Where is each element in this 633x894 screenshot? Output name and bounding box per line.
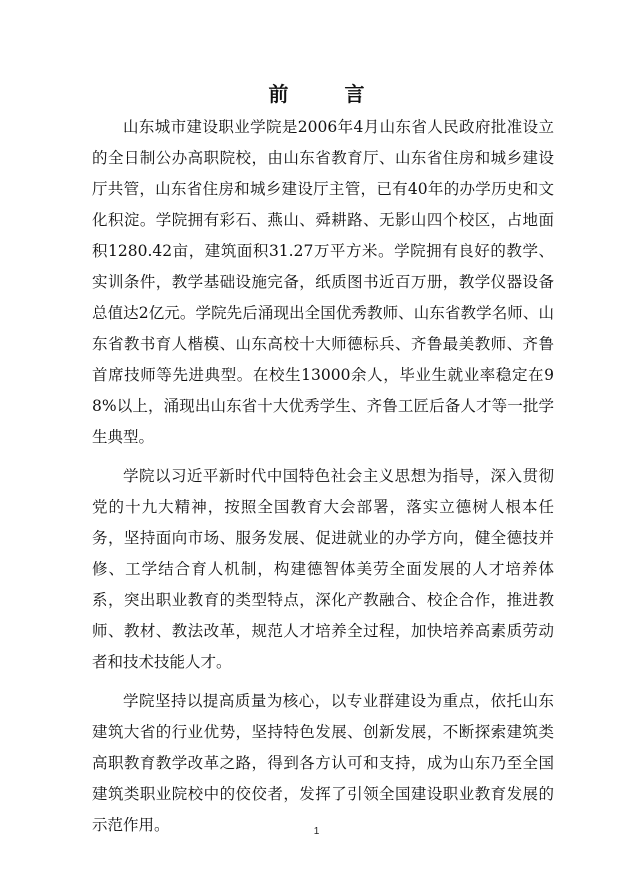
- paragraph-intro: 山东城市建设职业学院是2006年4月山东省人民政府批准设立的全日制公办高职院校，由山东省教育厅、山东省住房和城乡建设厅共管，山东省住房和城乡建设厅主管，已有40年的办学历史和文化积淀。学院拥有彩石、燕山、舜耕路、无影山四个校区，占地面积1280.42亩，建筑面积31.27万平方米。学院拥有良好的教学、实训条件，教学基础设施完备，纸质图书近百万册，教学仪器设备总值达2亿元。学院先后涌现出全国优秀教师、山东省教学名师、山东省教书育人楷模、山东高校十大师德标兵、齐鲁最美教师、齐鲁首席技师等先进典型。在校生13000余人，毕业生就业率稳定在98%以上，涌现出山东省十大优秀学生、齐鲁工匠后备人才等一批学生典型。: [92, 118, 554, 446]
- page-number: 1: [313, 826, 320, 837]
- paragraph-quality-development: 学院坚持以提高质量为核心，以专业群建设为重点，依托山东建筑大省的行业优势，坚持特色发展、创新发展，不断探索建筑类高职教育教学改革之路，得到各方认可和支持，成为山东乃至全国建筑类职业院校中的佼佼者，发挥了引领全国建设职业教育发展的示范作用。: [92, 692, 554, 834]
- paragraph-guiding-ideology: 学院以习近平新时代中国特色社会主义思想为指导，深入贯彻党的十九大精神，按照全国教育大会部署，落实立德树人根本任务，坚持面向市场、服务发展、促进就业的办学方向，健全德技并修、工学结合育人机制，构建德智体美劳全面发展的人才培养体系，突出职业教育的类型特点，深化产教融合、校企合作，推进教师、教材、教法改革，规范人才培养全过程，加快培养高素质劳动者和技术技能人才。: [92, 467, 554, 671]
- page-title: 前 言: [268, 82, 383, 106]
- body-text: [92, 112, 554, 849]
